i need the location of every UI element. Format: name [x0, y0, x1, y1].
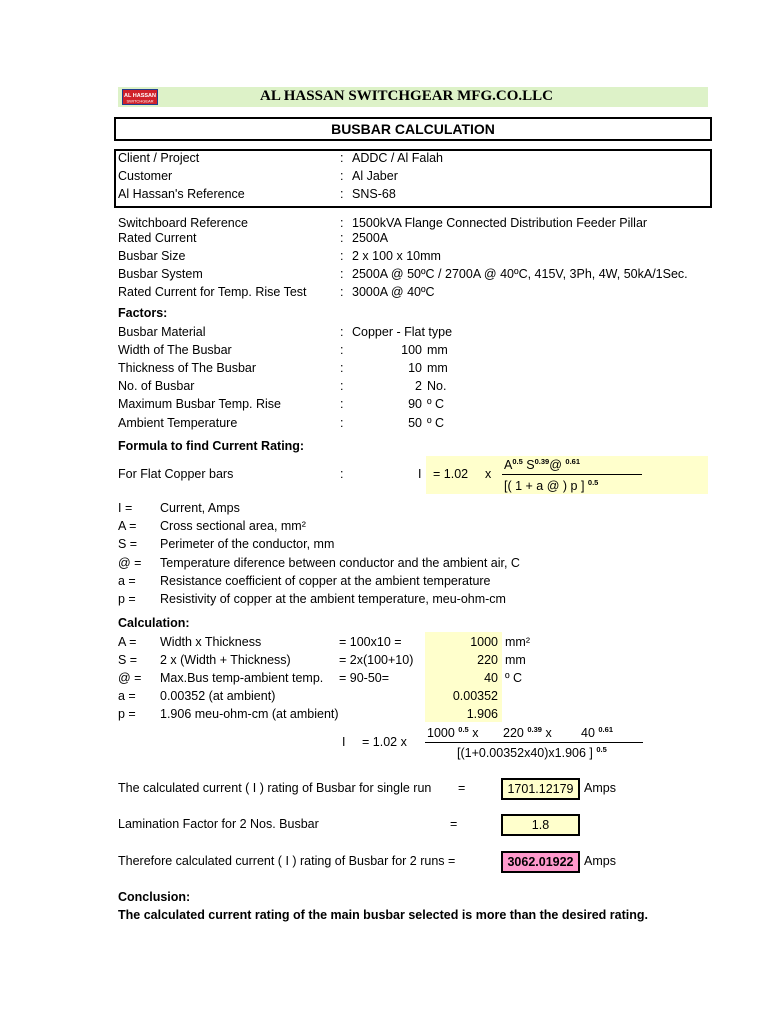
factor-unit: º C: [427, 416, 445, 430]
colon: :: [340, 467, 344, 481]
legend-symbol: a =: [118, 574, 136, 588]
formula-times: x: [485, 467, 492, 481]
fraction-line-2: [425, 742, 643, 743]
calc-expr: = 100x10 =: [339, 635, 402, 649]
factor-unit: mm: [427, 361, 448, 375]
colon: :: [340, 216, 344, 230]
colon: :: [340, 325, 344, 339]
fraction-line: [502, 474, 642, 475]
legend-symbol: p =: [118, 592, 136, 606]
factor-label: Ambient Temperature: [118, 416, 238, 430]
calc-symbol: p =: [118, 707, 136, 721]
legend-desc: Temperature diference between conductor and the ambient air, C: [160, 556, 520, 570]
legend-symbol: S =: [118, 537, 138, 551]
customer-label: Customer: [118, 169, 173, 183]
factors-heading: Factors:: [118, 306, 168, 320]
calc-value: 1.906: [466, 707, 498, 721]
lamination-equals: =: [450, 817, 458, 831]
spec-value: 2500A: [352, 231, 389, 245]
spec-value: 3000A @ 40ºC: [352, 285, 435, 299]
formula-I: I: [418, 467, 422, 481]
conclusion-text: The calculated current rating of the main busbar selected is more than the desired rating.: [118, 908, 648, 922]
conclusion-heading: Conclusion:: [118, 890, 191, 904]
legend-desc: Current, Amps: [160, 501, 240, 515]
factor-value: 50: [408, 416, 422, 430]
formula2-numerator-3: 40 $^{0.61}$: [581, 725, 613, 741]
factor-value: 90: [408, 397, 422, 411]
calc-desc: Width x Thickness: [160, 635, 262, 649]
colon: :: [340, 397, 344, 411]
calc-value: 40: [484, 671, 498, 685]
legend-desc: Cross sectional area, mm²: [160, 519, 306, 533]
spec-label: Busbar System: [118, 267, 203, 281]
colon: :: [340, 285, 344, 299]
calc-value: 1000: [470, 635, 498, 649]
formula-numerator: $A^{0.5}$ $S^{0.39}@$ $^{0.61}$: [504, 457, 581, 473]
legend-symbol: @ =: [118, 556, 142, 570]
logo-subtext: SWITCHGEAR: [126, 98, 154, 104]
factor-unit: mm: [427, 343, 448, 357]
spec-value: 2500A @ 50ºC / 2700A @ 40ºC, 415V, 3Ph, 4W, 50kA/1Sec.: [352, 267, 688, 281]
calc-expr: = 2x(100+10): [339, 653, 414, 667]
factor-unit: º C: [427, 397, 445, 411]
double-run-label: Therefore calculated current ( I ) rating of Busbar for 2 runs =: [118, 854, 456, 868]
colon: :: [340, 169, 344, 183]
calc-expr: = 90-50=: [339, 671, 390, 685]
spec-label: Rated Current: [118, 231, 197, 245]
logo-text: AL HASSAN: [124, 93, 156, 99]
reference-label: Al Hassan's Reference: [118, 187, 245, 201]
calc-symbol: a =: [118, 689, 136, 703]
colon: :: [340, 343, 344, 357]
double-run-value: 3062.01922: [501, 851, 580, 873]
formula2-equals: = 1.02 x: [362, 735, 407, 749]
factor-label: Maximum Busbar Temp. Rise: [118, 397, 282, 411]
material-value: Copper - Flat type: [352, 325, 453, 339]
reference-value: SNS-68: [352, 187, 396, 201]
legend-symbol: I =: [118, 501, 133, 515]
calc-symbol: @ =: [118, 671, 142, 685]
company-header: [118, 87, 708, 107]
formula-label: For Flat Copper bars: [118, 467, 234, 481]
single-run-label: The calculated current ( I ) rating of Busbar for single run: [118, 781, 432, 795]
lamination-label: Lamination Factor for 2 Nos. Busbar: [118, 817, 319, 831]
spec-label: Switchboard Reference: [118, 216, 248, 230]
legend-symbol: A =: [118, 519, 137, 533]
factor-value: 10: [408, 361, 422, 375]
page-title: BUSBAR CALCULATION: [114, 117, 712, 141]
spec-value: 1500kVA Flange Connected Distribution Feeder Pillar: [352, 216, 648, 230]
formula-equals: = 1.02: [433, 467, 469, 481]
formula-heading: Formula to find Current Rating:: [118, 439, 305, 453]
factor-label: Thickness of The Busbar: [118, 361, 257, 375]
colon: :: [340, 379, 344, 393]
calc-symbol: A =: [118, 635, 137, 649]
calc-desc: 2 x (Width + Thickness): [160, 653, 291, 667]
calc-desc: Max.Bus temp-ambient temp.: [160, 671, 324, 685]
colon: :: [340, 187, 344, 201]
formula2-numerator-2: 220 $^{0.39}$ x: [503, 725, 552, 741]
single-run-unit: Amps: [584, 781, 616, 795]
colon: :: [340, 416, 344, 430]
colon: :: [340, 231, 344, 245]
material-label: Busbar Material: [118, 325, 206, 339]
client-label: Client / Project: [118, 151, 200, 165]
calc-unit: º C: [505, 671, 523, 685]
spec-label: Rated Current for Temp. Rise Test: [118, 285, 307, 299]
factor-value: 2: [415, 379, 422, 393]
client-value: ADDC / Al Falah: [352, 151, 444, 165]
colon: :: [340, 361, 344, 375]
legend-desc: Perimeter of the conductor, mm: [160, 537, 335, 551]
colon: :: [340, 151, 344, 165]
calc-desc: 1.906 meu-ohm-cm (at ambient): [160, 707, 339, 721]
legend-desc: Resistivity of copper at the ambient temperature, meu-ohm-cm: [160, 592, 506, 606]
calculation-heading: Calculation:: [118, 616, 190, 630]
spec-label: Busbar Size: [118, 249, 186, 263]
formula2-denominator: [(1+0.00352x40)x1.906 ] $^{0.5}$: [457, 745, 607, 761]
lamination-value: 1.8: [501, 814, 580, 836]
factor-value: 100: [401, 343, 422, 357]
calc-value: 0.00352: [452, 689, 498, 703]
colon: :: [340, 249, 344, 263]
calc-symbol: S =: [118, 653, 138, 667]
spec-value: 2 x 100 x 10mm: [352, 249, 441, 263]
factor-label: Width of The Busbar: [118, 343, 232, 357]
calc-value: 220: [477, 653, 498, 667]
formula-denominator: [( 1 + a @ ) p ] $^{0.5}$: [504, 478, 599, 494]
double-run-unit: Amps: [584, 854, 616, 868]
factor-label: No. of Busbar: [118, 379, 195, 393]
legend-desc: Resistance coefficient of copper at the ambient temperature: [160, 574, 491, 588]
factor-unit: No.: [427, 379, 447, 393]
calc-unit: mm: [505, 653, 526, 667]
single-run-equals: =: [458, 781, 466, 795]
calc-unit: mm²: [505, 635, 530, 649]
customer-value: Al Jaber: [352, 169, 398, 183]
single-run-value: 1701.12179: [501, 778, 580, 800]
colon: :: [340, 267, 344, 281]
formula2-numerator: 1000 $^{0.5}$ x: [427, 725, 479, 741]
calc-desc: 0.00352 (at ambient): [160, 689, 276, 703]
company-logo: [122, 89, 158, 105]
formula2-I: I: [342, 735, 346, 749]
company-name: AL HASSAN SWITCHGEAR MFG.CO.LLC: [260, 88, 553, 104]
